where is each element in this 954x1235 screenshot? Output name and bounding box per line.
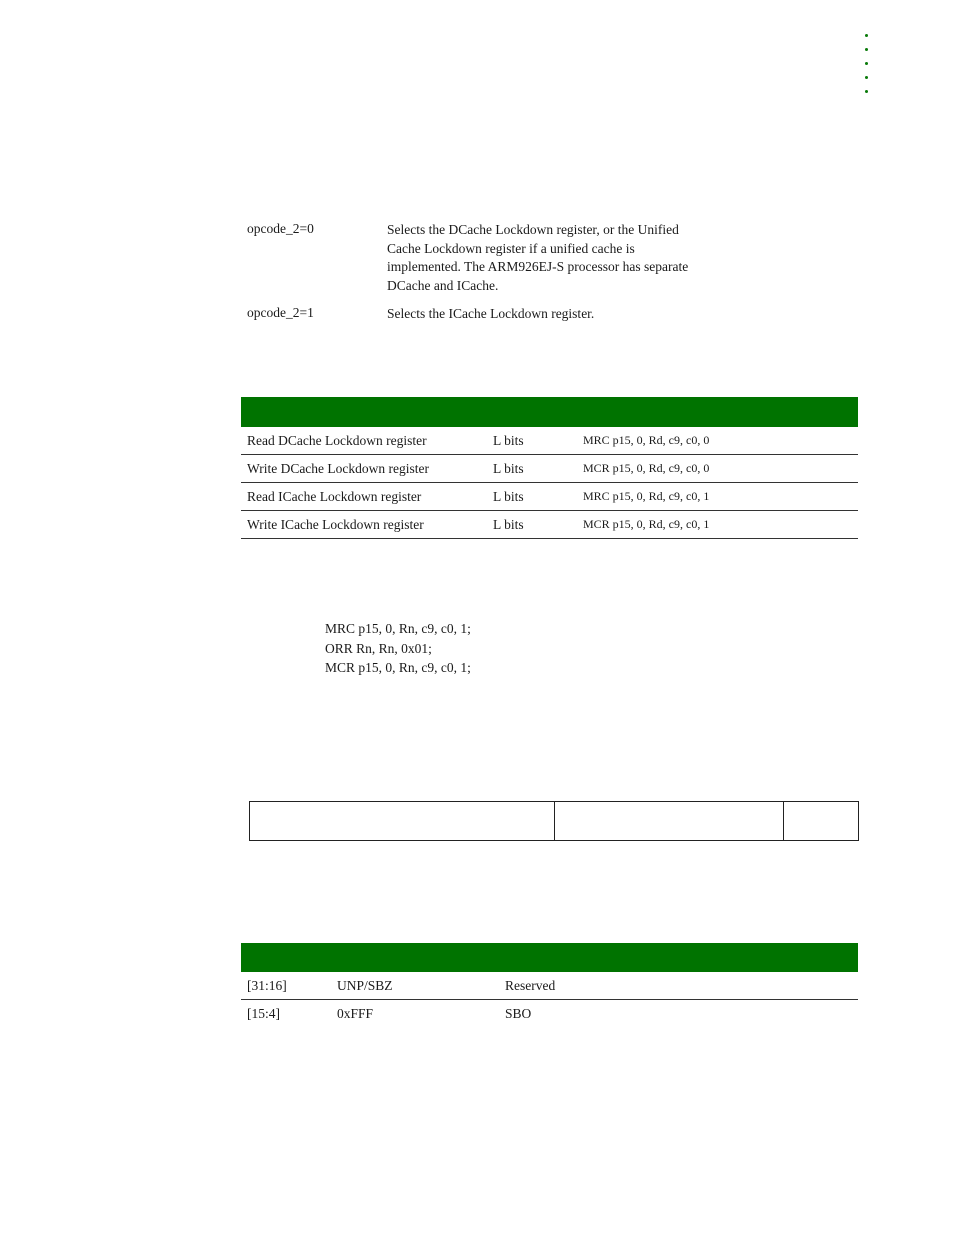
opcode-key: opcode_2=1 (247, 304, 314, 320)
dot-marker (865, 34, 868, 37)
opcode-desc: Selects the ICache Lockdown register. (387, 305, 595, 321)
opcode-desc: Selects the DCache Lockdown register, or the Unified Cache Lockdown register if a unified cache is implemented. The ARM926EJ-S processor has separate DCache and ICache. (387, 222, 689, 294)
cell-instruction: MRC p15, 0, Rd, c9, c0, 0 (583, 433, 710, 447)
code-example (325, 619, 471, 678)
table-row (241, 483, 858, 511)
dot-marker (865, 62, 868, 65)
cell-function: Write DCache Lockdown register (247, 460, 430, 476)
cell-bits: [15:4] (247, 1006, 280, 1021)
cell-instruction: MCR p15, 0, Rd, c9, c0, 1 (583, 517, 710, 531)
cell-data: L bits (493, 432, 524, 448)
code-line: MCR p15, 0, Rn, c9, c0, 1; (325, 660, 471, 675)
table-row (241, 972, 858, 1000)
cell-data: L bits (493, 460, 524, 476)
cell-instruction: MCR p15, 0, Rd, c9, c0, 0 (583, 461, 710, 475)
cell-function: Write ICache Lockdown register (247, 516, 424, 532)
cell-name: UNP/SBZ (337, 977, 393, 993)
opcode-row (247, 305, 717, 324)
bit-field-table (241, 943, 858, 1028)
register-field-middle (555, 802, 784, 840)
opcode-key: opcode_2=0 (247, 221, 314, 236)
code-line: MRC p15, 0, Rn, c9, c0, 1; (325, 621, 471, 636)
margin-dots (862, 34, 870, 104)
cell-function: SBO (505, 1006, 532, 1021)
table-row (241, 427, 858, 455)
table-header (241, 943, 858, 972)
table-row (241, 1000, 858, 1028)
register-field-upper (250, 802, 555, 840)
cell-instruction: MRC p15, 0, Rd, c9, c0, 1 (583, 489, 710, 503)
table-header (241, 397, 858, 427)
register-field-lower (784, 802, 858, 840)
cell-data: L bits (493, 488, 524, 504)
code-line: ORR Rn, Rn, 0x01; (325, 640, 432, 656)
opcode-row (247, 221, 717, 296)
cell-bits: [31:16] (247, 977, 287, 993)
access-table (241, 397, 858, 539)
opcode-list (247, 221, 717, 333)
register-format-diagram (249, 801, 859, 841)
cell-function: Read DCache Lockdown register (247, 432, 427, 448)
cell-data: L bits (493, 516, 524, 532)
cell-name: 0xFFF (337, 1006, 374, 1021)
table-row (241, 455, 858, 483)
dot-marker (865, 76, 868, 79)
dot-marker (865, 90, 868, 93)
dot-marker (865, 48, 868, 51)
table-row (241, 511, 858, 539)
cell-function: Reserved (505, 977, 556, 993)
cell-function: Read ICache Lockdown register (247, 488, 422, 504)
